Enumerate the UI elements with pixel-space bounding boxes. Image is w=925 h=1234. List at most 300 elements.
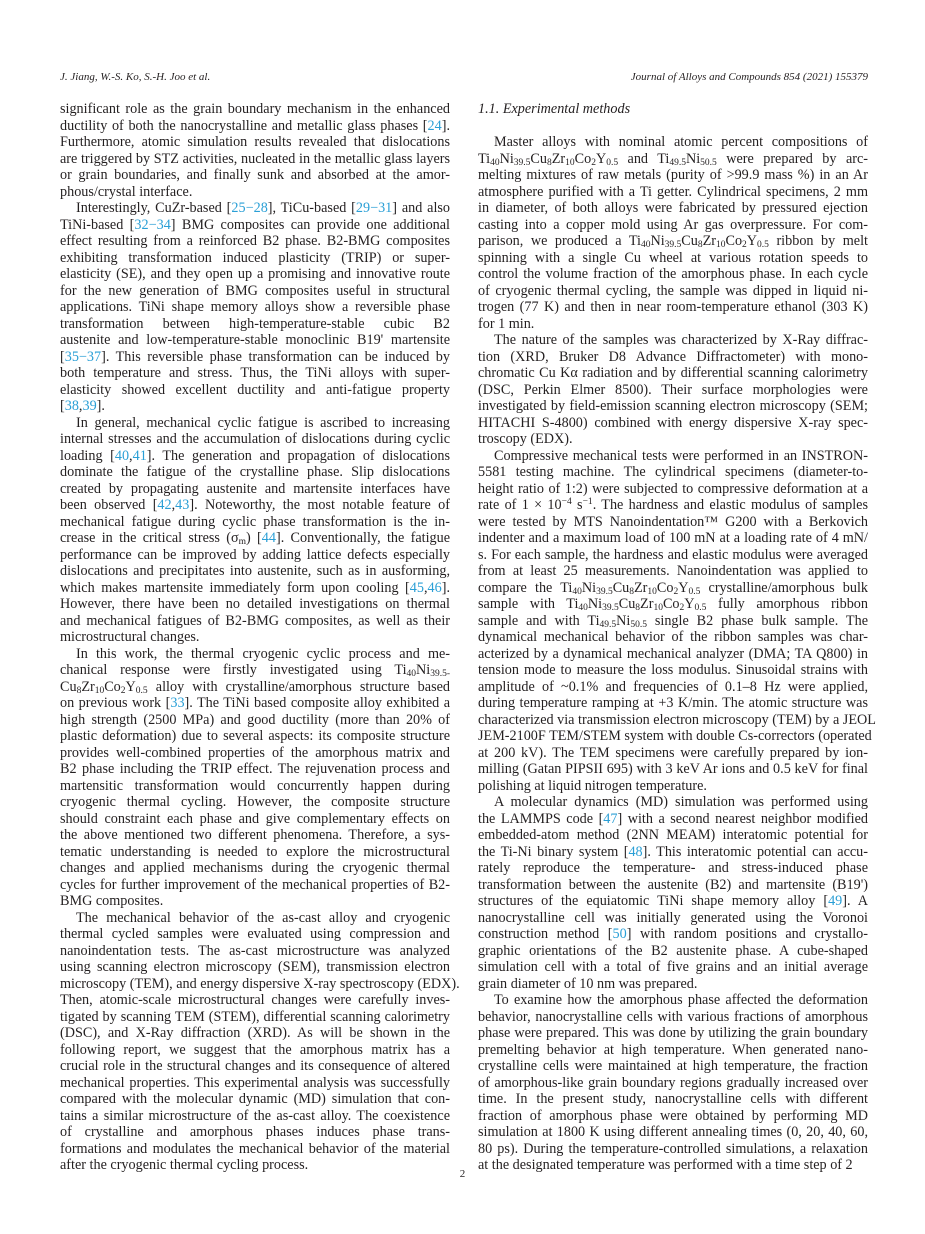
text-run: ] and also <box>392 200 450 216</box>
text-line <box>60 1025 450 1042</box>
text-line <box>60 563 450 580</box>
text-line <box>60 200 450 217</box>
text-run: phase were prepared. This was done by utilizing the grain boundary <box>478 1025 868 1041</box>
text-run: tension mode to measure the loss modulus. Sinusoidal strains with <box>478 662 868 678</box>
text-run: Co <box>725 233 743 249</box>
text-run: [ <box>60 398 65 414</box>
text-line <box>478 1009 868 1026</box>
text-run: Co <box>104 678 121 695</box>
text-run: Interestingly, CuZr-based [ <box>76 200 232 216</box>
text-line <box>478 398 868 415</box>
text-line <box>478 481 868 498</box>
text-run: embedded-atom method (2NN MEAM) interatomic potential for <box>478 827 868 843</box>
text-run: mechanical fatigue during cyclic phase transformation is the in- <box>60 513 450 530</box>
text-line <box>60 184 450 201</box>
text-line <box>478 1108 868 1125</box>
text-run: exhibiting transformation induced plasticity (TRIP) or super- <box>60 249 450 266</box>
text-line <box>60 926 450 943</box>
text-line <box>478 415 868 432</box>
text-run: ] BMG composites can provide one additional <box>170 216 450 233</box>
subscript: 40 <box>572 586 582 597</box>
text-run: created by propagating austenite and martensite interfaces have <box>60 480 450 497</box>
text-line <box>478 250 868 267</box>
citation-link[interactable]: 35−37 <box>64 348 102 365</box>
text-run: control the volume fraction of the amorphous phase. In each cycle <box>478 266 868 282</box>
text-run: plastic deformation) due to several aspects: its composite structure <box>60 728 450 744</box>
text-run: tigated by scanning TEM (STEM), differential scanning calorimetry <box>60 1008 450 1025</box>
text-run: ]. <box>441 579 450 596</box>
text-run: Compressive mechanical tests were performed in an INSTRON- <box>494 447 868 464</box>
text-run: . The hardness and elastic modulus of samples <box>592 497 868 513</box>
subscript: 2 <box>673 586 679 597</box>
text-line <box>478 893 868 910</box>
text-line <box>60 250 450 267</box>
text-run: Co <box>574 150 592 167</box>
text-run: Zr <box>640 596 654 612</box>
text-line <box>60 1075 450 1092</box>
text-run: crystalline cells were maintained at high temperature, the fraction <box>478 1058 868 1074</box>
text-line <box>60 662 450 679</box>
text-run: dynamical mechanical behavior of the ribbon samples was char- <box>478 629 868 645</box>
citation-link[interactable]: 38 <box>64 398 79 414</box>
text-run: ]. Noteworthy, the most notable feature of <box>189 497 450 513</box>
subscript: 40 <box>640 240 651 250</box>
text-run: or grain boundaries, and finally sunk and absorbed at the amor- <box>60 167 450 183</box>
subscript: 39.5- <box>430 669 450 679</box>
text-line <box>60 943 450 960</box>
text-run: rately reproduce the temperature- and stress-induced phase <box>478 860 868 876</box>
subscript: 2 <box>742 240 747 250</box>
citation-link[interactable]: 29−31 <box>355 200 393 216</box>
paragraph <box>60 646 450 910</box>
text-run: chromatic Cu Kα radiation and by differential scanning calorimetry <box>478 365 868 381</box>
text-line <box>478 134 868 151</box>
text-line <box>60 1091 450 1108</box>
text-line <box>60 266 450 283</box>
text-run: Ni <box>587 596 603 612</box>
paragraph <box>478 447 876 795</box>
citation-link[interactable]: 40 <box>114 447 130 464</box>
text-line <box>478 860 868 877</box>
text-run: ]. <box>441 117 450 134</box>
citation-link[interactable]: 39 <box>82 398 97 414</box>
text-run: Y <box>125 678 136 695</box>
text-run: time. In the present study, nanocrystalline cells with different <box>478 1091 868 1107</box>
text-run: should constraint each phase and give complementary effects on <box>60 810 450 827</box>
subscript: m <box>238 537 247 547</box>
text-run: dominate the fatigue of the crystalline phase. Slip dislocations <box>60 464 450 480</box>
text-run: changes and applied mechanisms during the cryogenic thermal <box>60 860 450 876</box>
text-run: troscopy (EDX). <box>478 431 573 447</box>
text-run: 80 ps). During the temperature-controlled simulations, a relaxation <box>478 1140 868 1157</box>
text-line <box>60 118 450 135</box>
paragraph <box>60 415 450 646</box>
text-run: Y <box>746 233 758 249</box>
text-line <box>60 1009 450 1026</box>
text-line <box>60 992 450 1009</box>
text-line <box>60 794 450 811</box>
citation-link[interactable]: 41 <box>132 447 147 464</box>
text-run: However, there have been no detailed investigations on thermal <box>60 596 450 612</box>
text-run: Zr <box>702 233 716 249</box>
text-run: at 200 kV). The TEM specimens were carefully prepared by ion- <box>478 744 868 761</box>
text-line <box>478 778 868 795</box>
text-run: fully amorphous ribbon <box>706 596 868 612</box>
text-line <box>60 613 450 630</box>
text-run: ]. A <box>842 893 869 909</box>
text-run: elasticity showed excellent ductility and anti-fatigue property <box>60 381 450 398</box>
text-run: from at least 25 measurements. Nanoindentation was applied to <box>478 563 868 579</box>
citation-link[interactable]: 33 <box>170 695 185 711</box>
text-line <box>478 646 868 663</box>
text-line <box>478 299 868 316</box>
text-run: are triggered by STZ activities, nucleated in the metallic glass layers <box>60 150 450 167</box>
text-line <box>60 761 450 778</box>
text-line <box>478 926 868 943</box>
text-line <box>478 563 868 580</box>
text-line <box>478 711 876 729</box>
text-line <box>60 646 450 663</box>
text-line <box>60 712 450 729</box>
text-line <box>60 497 450 514</box>
text-run: simulation cell with a total of five grains and an initial average <box>478 959 868 975</box>
text-line <box>478 580 868 597</box>
text-line <box>60 167 450 184</box>
text-run: TiNi-based [ <box>60 216 135 233</box>
text-run: , <box>423 579 428 596</box>
text-line <box>60 745 450 762</box>
text-run: following report, we suggest that the amorphous matrix has a <box>60 1041 450 1058</box>
subscript: 8 <box>76 685 82 696</box>
subscript: 0.5 <box>606 157 619 168</box>
paragraph <box>478 134 868 332</box>
text-line <box>60 448 450 465</box>
text-run: A molecular dynamics (MD) simulation was performed using <box>494 794 868 810</box>
citation-link[interactable]: 47 <box>603 810 618 827</box>
text-run: , <box>78 398 83 414</box>
text-line <box>478 448 868 465</box>
text-run: , <box>129 447 133 464</box>
page-number: 2 <box>459 1168 466 1180</box>
text-run: were tested by MTS Nanoindentation™ G200 with a Berkovich <box>478 513 868 530</box>
text-line <box>478 662 868 679</box>
citation-link[interactable]: 46 <box>427 579 442 596</box>
text-line <box>60 151 450 168</box>
text-line <box>60 975 460 993</box>
text-line <box>478 217 868 234</box>
text-run: Zr <box>551 150 566 167</box>
text-run: Ni <box>499 150 514 167</box>
text-run: applications. TiNi shape memory alloys show a reversible phase <box>60 299 450 315</box>
text-line <box>478 629 868 646</box>
text-line <box>60 134 450 151</box>
text-run: Ni <box>581 579 597 596</box>
text-line <box>478 464 868 481</box>
text-run: Ti <box>478 150 491 167</box>
text-run: simulation at 1800 K using different annealing times (0, 20, 40, 60, <box>478 1124 868 1140</box>
subscript: 10 <box>565 157 575 168</box>
text-run: ] with a second nearest neighbor modified <box>617 810 869 827</box>
text-run: tains a similar microstructure of the as-cast alloy. The coexistence <box>60 1107 450 1124</box>
text-run: Cu <box>612 579 630 596</box>
citation-link[interactable]: 49 <box>828 893 843 909</box>
text-run: Furthermore, atomic simulation results revealed that dislocations <box>60 134 450 150</box>
subscript: 50.5 <box>700 157 717 168</box>
text-line <box>478 316 868 333</box>
text-run: significant role as the grain boundary mechanism in the enhanced <box>60 101 450 117</box>
text-run: formations and modulates the mechanical behavior of the material <box>60 1140 450 1157</box>
text-line <box>478 184 868 201</box>
text-run: Co <box>656 579 674 596</box>
text-line <box>478 761 868 778</box>
text-line <box>478 745 868 762</box>
text-line <box>60 349 450 366</box>
text-run: characterized via transmission electron microscopy (TEM) by a JEOL <box>478 711 876 728</box>
text-line <box>478 794 868 811</box>
text-run: mechanical properties. This experimental analysis was successfully <box>60 1074 450 1091</box>
subscript: 40 <box>578 603 588 613</box>
subscript: 39.5 <box>513 157 531 168</box>
text-run: effect resulting from a reinforced B2 phase. B2-BMG composites <box>60 233 450 249</box>
paragraph <box>478 332 868 448</box>
text-run: during temperature ramping at +3 K/min. The atomic structure was <box>478 695 868 711</box>
running-header-authors: J. Jiang, W.-S. Ko, S.-H. Joo et al. <box>60 71 211 83</box>
citation-link[interactable]: 32−34 <box>134 216 171 233</box>
text-run: premelting behavior at high temperature. When generated nano- <box>478 1041 868 1058</box>
text-run: Zr <box>634 579 648 596</box>
text-run: ]. Conventionally, the fatigue <box>275 530 450 546</box>
text-run: Y <box>678 579 689 596</box>
text-line <box>478 844 868 861</box>
text-run: compared with the molecular dynamic (MD) simulation that con- <box>60 1091 450 1107</box>
text-line <box>478 910 868 927</box>
text-run: trogen (77 K) and then in near room-temperature ethanol (303 K) <box>478 299 868 315</box>
right-column <box>478 101 876 1174</box>
text-run: (DSC), and X-Ray diffraction (XRD). As will be shown in the <box>60 1025 450 1041</box>
text-line <box>60 728 450 745</box>
text-line <box>478 382 868 399</box>
text-run: In general, mechanical cyclic fatigue is ascribed to increasing <box>76 414 450 431</box>
text-line <box>60 547 450 564</box>
text-line <box>60 481 450 498</box>
text-run: indenter and a maximum load of 100 mN at a loading rate of 4 mN/ <box>478 530 868 546</box>
text-run: Cu <box>530 150 547 167</box>
text-line <box>60 415 450 432</box>
text-run: ribbon by melt <box>768 233 868 249</box>
text-line <box>478 200 868 217</box>
text-run: milling (Gatan PIPSII 695) with 3 keV Ar ions and 0.5 keV for final <box>478 761 868 777</box>
paragraph <box>60 101 450 200</box>
text-run: ) [ <box>246 530 262 546</box>
text-line <box>478 992 868 1009</box>
text-line <box>478 1141 868 1158</box>
subscript: 10 <box>715 240 726 250</box>
text-run: The mechanical behavior of the as-cast alloy and cryogenic <box>76 909 450 926</box>
text-run: 5581 testing machine. The cylindrical specimens (diameter-to- <box>478 464 868 480</box>
subscript: 2 <box>120 685 126 696</box>
text-line <box>60 629 450 646</box>
text-line <box>60 679 450 696</box>
text-run: ductility of both the nanocrystalline and metallic glass phases [ <box>60 117 428 134</box>
subscript: 0.5 <box>688 586 701 597</box>
text-line <box>60 431 450 448</box>
text-run: and Ti <box>618 150 670 167</box>
text-line <box>478 1124 868 1141</box>
text-line <box>60 365 450 382</box>
text-line <box>478 695 868 712</box>
text-run: on previous work [ <box>60 695 171 711</box>
subscript: 2 <box>591 157 596 168</box>
text-run: cryogenic thermal cycling. However, the composite structure <box>60 794 450 810</box>
text-line <box>478 1058 868 1075</box>
text-run: cycles for further improvement of the mechanical properties of B2- <box>60 876 450 893</box>
text-run: Zr <box>81 678 95 695</box>
text-run: Cu <box>681 233 698 249</box>
text-line <box>478 266 868 283</box>
text-run: Y <box>595 150 607 167</box>
subscript: 8 <box>635 603 641 613</box>
text-line <box>60 530 450 547</box>
text-run: of cryogenic thermal cycling, the sample was dipped in liquid ni- <box>478 282 868 299</box>
subscript: 49.5 <box>669 157 686 168</box>
text-run: after the cryogenic thermal cycling process. <box>60 1157 309 1173</box>
text-line <box>60 316 450 333</box>
text-run: Ni <box>685 150 701 167</box>
text-line <box>478 332 868 349</box>
text-line <box>478 613 868 630</box>
subscript: 49.5 <box>599 619 617 630</box>
text-run: alloy with crystalline/amorphous structure based <box>147 678 450 695</box>
text-run: loading [ <box>60 447 115 464</box>
text-line <box>478 827 868 844</box>
text-line <box>60 959 450 976</box>
text-run: HITACHI S-4800) combined with energy dispersive X-ray spec- <box>478 414 868 431</box>
citation-link[interactable]: 45 <box>409 579 424 596</box>
text-run: B2 phase including the TRIP effect. The rejuvenation process and <box>60 761 450 777</box>
text-run: of amorphous-like grain boundary regions gradually increased over <box>478 1074 868 1091</box>
text-run: Co <box>662 596 680 612</box>
text-line <box>478 976 868 993</box>
text-line <box>60 1108 450 1125</box>
text-line <box>60 464 450 481</box>
text-line <box>478 811 868 828</box>
subscript: 0.5 <box>135 685 148 696</box>
subscript: 2 <box>679 603 685 613</box>
text-run: ]. This reversible phase transformation can be induced by <box>101 348 450 365</box>
subscript: 8 <box>697 240 703 250</box>
text-run: Cu <box>60 678 77 695</box>
citation-link[interactable]: 44 <box>261 530 276 546</box>
text-run: nanoindentation tests. The as-cast microstructure was analyzed <box>60 942 450 959</box>
text-line <box>60 893 450 910</box>
text-line <box>60 596 450 613</box>
section-heading: 1.1. Experimental methods <box>478 101 631 117</box>
subscript: 40 <box>406 669 417 679</box>
subscript: 10 <box>653 603 663 613</box>
text-run: performance can be improved by adding lattice defects especially <box>60 546 450 563</box>
text-run: Ni <box>416 662 431 678</box>
text-run: compare the Ti <box>478 579 573 596</box>
text-run: thermal cycled samples were evaluated using compression and <box>60 926 450 942</box>
text-run: ]. This interatomic potential can accu- <box>642 843 868 860</box>
text-run: structures of the equiatomic TiNi shape memory alloy [ <box>478 893 829 909</box>
paragraph <box>60 909 460 1174</box>
text-run: phous/crystal interface. <box>60 183 193 200</box>
text-line <box>60 827 450 844</box>
text-run: (DSC, Perkin Elmer 8500). Their surface morphologies were <box>478 381 868 398</box>
text-run: atmosphere purified with a Ti getter. Cylindrical specimens, 2 mm <box>478 183 868 200</box>
text-run: behavior, nanocrystalline cells with various fractions of amorphous <box>478 1008 868 1025</box>
text-run: crucial role in the structural changes and its consequence of altered <box>60 1058 450 1074</box>
text-run: transformation between high-temperature-stable cubic B2 <box>60 315 450 332</box>
citation-link[interactable]: 25−28 <box>231 200 268 216</box>
text-line <box>478 365 868 382</box>
text-run: s. For each sample, the hardness and elastic modulus were averaged <box>478 546 868 563</box>
text-line <box>60 1141 450 1158</box>
citation-link[interactable]: 50 <box>612 926 627 942</box>
text-line <box>478 1075 868 1092</box>
text-run: casting into a copper mold using Ar gas overpressure. For com- <box>478 216 868 233</box>
text-line <box>478 233 868 250</box>
citation-link[interactable]: 42 <box>157 497 172 513</box>
left-column <box>60 101 460 1174</box>
text-run: Master alloys with nominal atomic percent compositions of <box>494 134 868 150</box>
text-run: been observed [ <box>60 497 158 513</box>
text-line <box>478 151 868 168</box>
text-line <box>478 1042 868 1059</box>
citation-link[interactable]: 24 <box>427 117 442 134</box>
subscript: 10 <box>647 586 657 597</box>
text-run: , <box>171 497 176 513</box>
text-run: in diameter, of both alloys were fabricated by pressured ejection <box>478 200 868 216</box>
paragraph <box>60 200 450 415</box>
text-line <box>478 167 868 184</box>
subscript: 8 <box>629 586 634 597</box>
text-run: martensitic transformation would concurrently happen during <box>60 777 450 794</box>
text-run: microscopy (TEM), and energy dispersive X-ray spectroscopy (EDX). <box>60 975 460 992</box>
subscript: 0.5 <box>757 240 769 250</box>
subscript: 50.5 <box>630 619 647 630</box>
text-run: graphic orientations of the B2 austenite phase. A cube-shaped <box>478 942 868 959</box>
text-run: austenite and low-temperature-stable monoclinic B19' martensite <box>60 332 450 348</box>
text-run: the above mentioned two different phenomena. Therefore, a sys- <box>60 827 450 843</box>
text-line <box>60 910 450 927</box>
text-run: polishing at liquid nitrogen temperature. <box>478 777 707 794</box>
text-run: crystalline/amorphous bulk <box>700 579 868 596</box>
text-run: high strength (2500 MPa) and good ductility (more than 20% of <box>60 711 450 728</box>
text-run: investigated by field-emission scanning electron microscopy (SEM; <box>478 398 868 414</box>
text-line <box>478 547 868 564</box>
citation-link[interactable]: 43 <box>175 497 190 513</box>
citation-link[interactable]: 48 <box>628 843 643 860</box>
paragraph <box>478 794 868 992</box>
text-line <box>478 283 868 300</box>
text-run: provides well-combined properties of the amorphous matrix and <box>60 744 450 761</box>
text-run: for 1 min. <box>478 315 535 332</box>
text-run: s <box>571 497 583 513</box>
text-run: sample and with Ti <box>478 612 600 629</box>
text-run: ]. <box>96 398 105 414</box>
subscript: 0.5 <box>694 603 707 613</box>
text-run: construction method [ <box>478 926 613 942</box>
text-run: To examine how the amorphous phase affected the deformation <box>494 992 868 1008</box>
text-run: ], TiCu-based [ <box>267 200 356 216</box>
text-line <box>60 1058 450 1075</box>
text-run: ] with random positions and crystallo- <box>626 926 868 942</box>
text-line <box>60 332 450 349</box>
subscript: 39.5 <box>602 603 619 613</box>
text-line <box>60 398 450 415</box>
